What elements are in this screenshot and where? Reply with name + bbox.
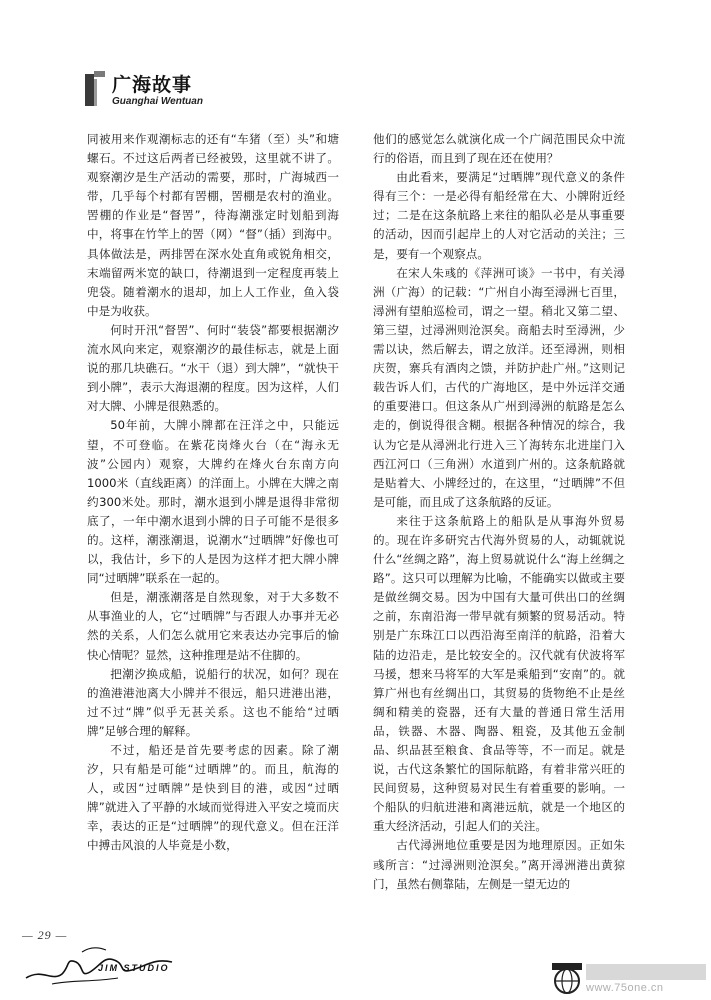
- paragraph: 同被用来作观潮标志的还有“车猪（至）头”和塘螺石。不过这后两者已经被毁，这里就不讲了。观察潮汐是生产活动的需要，那时，广海城西一带，几乎每个村都有罟棚，罟棚是农村的渔业。罟棚的作业是“督罟”，待海潮涨定时划船到海中，将事在竹竿上的罟（网）“督”（插）到海中。具体做法是，两排罟在深水处直角或锐角相交，末端留两米宽的缺口，待潮退到一定程度再装上兜袋。随着潮水的退却，加上人工作业，鱼入袋中是为收获。: [87, 132, 339, 318]
- paragraph: 不过，船还是首先要考虑的因素。除了潮汐，只有船是可能“过晒牌”的。而且，航海的人，或因“过晒牌”是快到目的港，或因“过晒牌”就进入了平静的水域而觉得进入平安之境而庆幸，表达的正是“过晒牌”的现代意义。但在汪洋中搏击风浪的人毕竟是小数，: [87, 743, 339, 853]
- section-subtitle: Guanghai Wentuan: [112, 96, 203, 107]
- paragraph: 在宋人朱彧的《萍洲可谈》一书中，有关潯洲（广海）的记载：“广州自小海至潯洲七百里，潯洲有望舶巡检司，谓之一望。稍北又第二望、第三望，过潯洲则沧溟矣。商船去时至潯洲，少需以诀，然后解去，谓之放洋。还至潯洲，则相庆贺，寨兵有酒肉之馈，并防护赴广州。”这则记载告诉人们，古代的广海地区，是中外远洋交通的重要港口。但这条从广州到潯洲的航路是怎么走的，倒说得很含糊。根据各种情况的综合，我认为它是从潯洲北行进入三丫海转东北进崖门入西江河口（三角洲）水道到广州的。这条航路就是贴着大、小牌经过的，在这里，“过晒牌”不但是可能，而且成了这条航路的反证。: [373, 265, 625, 509]
- paragraph: 50年前，大牌小牌都在汪洋之中，只能远望，不可登临。在紫花岗烽火台（在“海永无波”公园内）观察，大牌约在烽火台东南方向1000米（直线距离）的洋面上。小牌在大牌之南约300米处。那时，潮水退到小牌是退得非常彻底了，一年中潮水退到小牌的日子可能不是很多的。这样，潮涨潮退，说潮水“过晒牌”好像也可以，我估计，乡下的人是因为这样才把大牌小牌同“过晒牌”联系在一起的。: [87, 418, 339, 586]
- studio-label: JIM STUDIO: [98, 963, 170, 973]
- paragraph: 但是，潮涨潮落是自然现象，对于大多数不从事渔业的人，它“过晒牌”与否跟人办事并无必然的关系，人们怎么就用它来表达办完事后的愉快心情呢？显然，这种推理是站不住脚的。: [87, 590, 339, 662]
- paragraph: 来往于这条航路上的船队是从事海外贸易的。现在许多研究古代海外贸易的人，动辄就说什么“丝绸之路”，海上贸易就说什么“海上丝绸之路”。这只可以理解为比喻，不能确实以做或主要是做丝绸交易。因为中国有大量可供出口的丝绸之前，东南沿海一带早就有频繁的贸易活动。特别是广东珠江口以西沿海至南洋的航路，沿着大陆的边沿走，是比较安全的。汉代就有伏波将军马援，想来马将军的大军是乘船到“安南”的。就算广州也有丝绸出口，其贸易的货物绝不止是丝绸和精美的瓷器，还有大量的普通日常生活用品，铁器、木器、陶器、粗瓷，及其他五金制品、织品甚至粮食、食品等等，不一而足。就是说，古代这条繁忙的国际航路，有着非常兴旺的民间贸易，这种贸易对民生有着重要的影响。一个船队的归航进港和离港远航，就是一个地区的重大经济活动，引起人们的关注。: [373, 513, 625, 834]
- section-title: 广海故事: [112, 74, 193, 96]
- section-logo-icon: [84, 70, 106, 108]
- site-watermark: [548, 962, 708, 996]
- section-header: [84, 64, 384, 120]
- page-number: — 29 —: [22, 928, 68, 942]
- paragraph: 他们的感觉怎么就演化成一个广阔范围民众中流行的俗语，而且到了现在还在使用？: [373, 132, 625, 166]
- paragraph: 古代潯洲地位重要是因为地理原因。正如朱彧所言：“过潯洲则沧溟矣。”离开潯洲港出黄猄门，虽然右侧靠陆，左侧是一望无边的: [373, 838, 625, 891]
- left-column: [87, 130, 339, 856]
- paragraph: 由此看来，要满足“过晒牌”现代意义的条件得有三个：一是必得有船经常在大、小牌附近经过；二是在这条航路上来往的船队必是从事重要的活动，因而引起岸上的人对它活动的关注；三是，要有一个观察点。: [373, 170, 625, 261]
- paragraph: 何时开汛“督罟”、何时“装袋”都要根据潮汐流水风向来定，观察潮汐的最佳标志，就是上面说的那几块礁石。“水干（退）到大牌”，“就快干到小牌”，表示大海退潮的程度。因为这样，人们对大牌、小牌是很熟悉的。: [87, 322, 339, 414]
- paragraph: 把潮汐换成船，说船行的状况，如何？现在的渔港港池离大小牌并不很远，船只进港出港，过不过“牌”似乎无甚关系。这也不能给“过晒牌”足够合理的解释。: [87, 666, 339, 738]
- right-column: [373, 130, 625, 894]
- globe-icon: [550, 962, 584, 996]
- watermark-url: www.75one.cn: [586, 982, 664, 994]
- watermark-logo-icon: [586, 964, 706, 980]
